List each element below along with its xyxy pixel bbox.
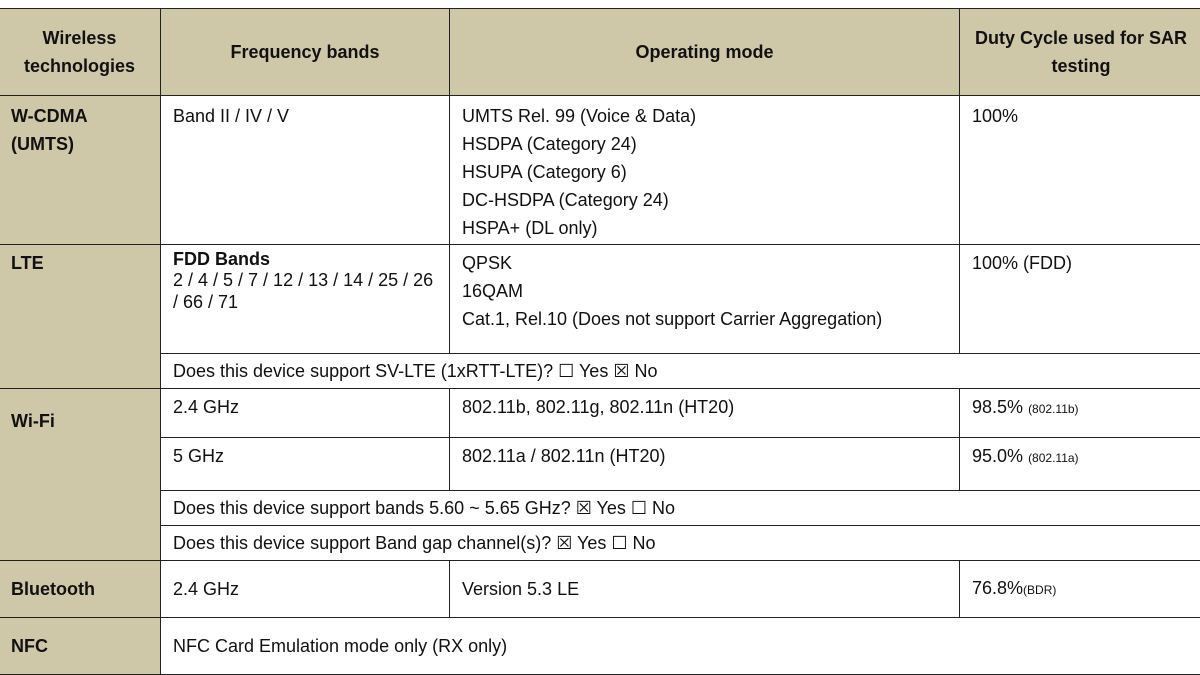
tech-lte: LTE [0, 245, 161, 389]
table-row-wifi-question2 [0, 526, 1200, 561]
tech-bluetooth: Bluetooth [0, 561, 161, 618]
fdd-bands-title: FDD Bands [173, 249, 271, 269]
sv-lte-question: Does this device support SV-LTE (1xRTT-LTE)? ☐ Yes ☒ No [161, 354, 1200, 389]
table-row-lte [0, 245, 1200, 354]
mode-item: UMTS Rel. 99 (Voice & Data) [462, 106, 697, 126]
bands-lte [161, 245, 450, 354]
tech-wifi: Wi-Fi [0, 389, 161, 561]
header-operating-mode: Operating mode [450, 9, 960, 96]
duty-wifi-24 [960, 389, 1200, 438]
header-frequency-bands: Frequency bands [161, 9, 450, 96]
header-wireless-technologies: Wireless technologies [0, 9, 161, 96]
modes-wcdma [450, 96, 960, 245]
mode-bluetooth: Version 5.3 LE [450, 561, 960, 618]
mode-wifi-5: 802.11a / 802.11n (HT20) [450, 438, 960, 491]
mode-item: DC-HSDPA (Category 24) [462, 190, 669, 210]
duty-bluetooth [960, 561, 1200, 618]
modes-lte [450, 245, 960, 354]
bands-wifi-24: 2.4 GHz [161, 389, 450, 438]
header-duty-cycle: Duty Cycle used for SAR testing [960, 9, 1200, 96]
duty-wifi-5 [960, 438, 1200, 491]
tech-wcdma-line2: (UMTS) [11, 134, 74, 154]
mode-item: HSUPA (Category 6) [462, 162, 627, 182]
duty-note: (BDR) [1023, 583, 1057, 597]
table-row-wcdma [0, 96, 1200, 245]
sar-spec-table [0, 8, 1200, 675]
fdd-bands-list: 2 / 4 / 5 / 7 / 12 / 13 / 14 / 25 / 26 / 66 / 71 [173, 270, 434, 312]
mode-item: Cat.1, Rel.10 (Does not support Carrier Aggregation) [462, 309, 883, 329]
mode-item: QPSK [462, 253, 513, 273]
nfc-description: NFC Card Emulation mode only (RX only) [161, 618, 1200, 675]
duty-value: 95.0% [972, 446, 1024, 466]
table-row-wifi-5 [0, 438, 1200, 491]
wifi-bandgap-question: Does this device support Band gap channel(s)? ☒ Yes ☐ No [161, 526, 1200, 561]
wifi-band-question: Does this device support bands 5.60 ~ 5.65 GHz? ☒ Yes ☐ No [161, 491, 1200, 526]
table-row-bluetooth [0, 561, 1200, 618]
table-row-wifi-24 [0, 389, 1200, 438]
bands-wifi-5: 5 GHz [161, 438, 450, 491]
header-row [0, 9, 1200, 96]
duty-value: 98.5% [972, 397, 1024, 417]
table-row-lte-question [0, 354, 1200, 389]
bands-bluetooth: 2.4 GHz [161, 561, 450, 618]
duty-lte: 100% (FDD) [960, 245, 1200, 354]
tech-wcdma-line1: W-CDMA [11, 106, 88, 126]
duty-value: 76.8% [972, 578, 1024, 598]
mode-item: HSDPA (Category 24) [462, 134, 637, 154]
duty-wcdma: 100% [960, 96, 1200, 245]
tech-wcdma [0, 96, 161, 245]
mode-wifi-24: 802.11b, 802.11g, 802.11n (HT20) [450, 389, 960, 438]
table-row-wifi-question1 [0, 491, 1200, 526]
table-row-nfc [0, 618, 1200, 675]
tech-nfc: NFC [0, 618, 161, 675]
bands-wcdma: Band II / IV / V [161, 96, 450, 245]
mode-item: 16QAM [462, 281, 524, 301]
duty-note: (802.11b) [1028, 402, 1079, 416]
mode-item: HSPA+ (DL only) [462, 218, 598, 238]
duty-note: (802.11a) [1028, 451, 1079, 465]
